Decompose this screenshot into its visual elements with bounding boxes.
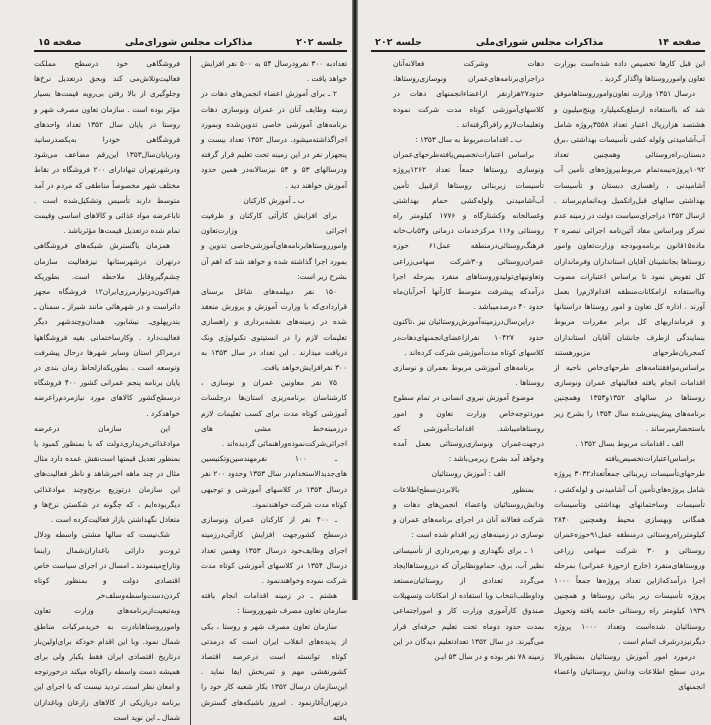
paragraph: برای افزایش کارآئی کارکنان و ظرفیت اجرائی وزارت‌تعاون وامورروستاهابرنامه‌های‌آموزشی‌خاصی تدوین و بمورد اجرا گذاشته شده و خواهد شد که اهم آن بشرح زیر است: [200,211,347,281]
paragraph: فروشگاهی خود درسطح مملکت فعالیت‌وتلاش‌می کند وبحق درتعدیل نرخ‌ها وجلوگیری از بالا رفتن بی‌رویه قیمت‌ها بسیار مؤثر بوده است . سازمان تعاون مصرف شهر و روستا در پایان سال ۱۳۵۲ تعداد واحدهای فروشگاهی خودرا به‌یکصدرسانید ودرپایان‌سال۱۳۵۳ این‌رقم مضاعف می‌شود ودرشهرتهران تنهادارای ۲۰۰ فروشگاه در نقاط مختلف شهر مخصوصاً مناطقی که مردم در آمد متوسط دارند تأسیس وتشکیل‌شده است . تاباعرضه مواد غذائی و کالاهای اساسی وقیمت تمام شده درتعدیل قیمت‌ها مؤثرباشد . [34,59,181,236]
paragraph: سازمان تعاون مصرف شهر و روستا ، یکی از پدیده‌های انقلاب ایران است که درمدتی کوتاه توانسته است درعرصه اقتصاد کشورنقشی مهم و ثمربخش ایفا نماید . این‌سازمان درسال ۱۳۵۲ بکار شعبه کار خود را درتهران‌آغازنمود . امروز باشبکه‌های گسترش یافته [200,621,348,722]
paragraph: ۲ ـ برای آموزش اعضاء انجمن‌های دهات در زمینه وظایف آنان در عمران ونوسازی دهات برنامه‌های آموزشی خاصی تدوین‌شده وبمورد اجراگذاشته‌میشود. درسال ۱۳۵۲ تعداد بیست و پنجهزار نفر در این زمینه تحت تعلیم قرار گرفته ودرسالهای ۵۳ و ۵۴ نیزسالانه‌در همین حدود آموزش خواهند دید . [200,89,348,190]
left-page-column-right [201,56,347,725]
paragraph: ـ ۱۰۰ نفرمهندسین‌وتکنیسین های‌جدیدالاستخدام‌در سال ۱۳۵۳ وحدود ۲۰۰ نفر درسال ۱۳۵۴ در کلاسهای آموزشی و توجیهی کوتاه مدت شرکت خواهندنمود. [200,454,347,509]
paragraph: ـ ۴۰۰ نفر از کارکنان عمران ونوسازی درسطح کشورجهت افزایش کارآئی‌درزمینه اجرای وظایف‌خود درسال ۱۳۵۳ وهمین تعداد درسال ۱۳۵۴ در کلاسهای آموزشی کوتاه مدت شرکت نموده وخواهندنمود . [200,515,347,585]
paragraph: این سازمان درعرضه موادغذائی‌خریداری‌دولت که با بمنظور کمبود یا بمنظور تعدیل قیمتها است‌نقش عمده دارد مثال مثال در چند ماهه اخیرشاهد و ناظر فعالیت‌های این سازمان درتوزیع برنج‌وچند موادغذائی دیگربوده‌ایم ، که چگونه در شکستن نرخ‌ها و متعادل نگهداشتن بازار فعالیت‌کرده است . [34,423,181,525]
paragraph: دهات وشرکت فعالانه‌آنان دراجرای‌برنامه‌های‌عمران ونوسازی‌روستاها، حدود۲۷هزارنفر ازاعضاءانجمنهای دهات در کلاسهای‌آموزشی کوتاه مدت شرکت نموده وتعلیمات‌لازم رافراگرفته‌اند . [393,59,544,129]
paragraph: درسال ۱۳۵۱ وزارت تعاون‌وامورروستاهاموفق شد که بااستفاده ازمبلغ‌یکمیلیارد وپنج‌میلیون و هشتصد هزارریال اعتبار تعداد ۳۵۵۸پروژه شامل آب‌آشامیدنی ولوله کشی تأسیسات بهداشتی ،برق دبستان،راه‌روستائی وهمچنین تعداد ۱۰۹۲پروژه‌نیمه‌تمام مربوط‌بپروژه‌های تأمین آب آشامیدنی ، راهسازی دبستان و تأسیسات بهداشتی سالهای قبل‌راتکمیل وبه‌اتمام‌برساند . ازسال ۱۳۵۲ دراجرای‌سیاست دولت در زمینه عدم تمرکز وبراساس مفاد آئین‌نامه اجرائی تبصره ۲ ماده۱۵قانون برنامه‌وبودجه وزارت‌تعاون وامور روستاها بجانشینان آقایان استانداران وفرمانداران کل تفویض نمود تا براساس اعتبارات مصوب وبااستفاده ازامکانات‌منطقه اقدام‌لازم‌را بعمل آورند . اداره کل تعاون و امور روستاها دراستانها و فرمانداریهای کل برابر مقررات مربوط بنمایندگی ازطرف جانشان آقایان استانداران کمجریان‌طرحهای مزبورهستند براساس‌موافقتنامه‌های طرحهای‌خاص ناحیه از اقدامات انجام یافته فعالیتهای عمران ونوسازی روستاها در سالهای ۱۳۵۲و۱۳۵۳ وهمچنین برنامه‌های پیش‌بینی‌شده سال ۱۳۵۴ را بشرح زیر باستحضار‌میرساند . [553,89,706,433]
right-page-column-right [554,56,705,695]
left-page-column-left [34,56,180,725]
paragraph: برنامه‌های آموزشی مربوط بعمران و نوسازی روستاها . [393,363,544,388]
section-heading: ب ـ اقدامات‌مربوط به سال ۱۳۵۳ : [415,135,522,145]
section-heading: الف ـ اقدامات مربوط بسال ۱۳۵۲ . [575,439,684,449]
page-number: صفحه ۱۵ [38,37,82,48]
right-page-header [371,36,705,52]
book-spine [352,0,358,600]
paragraph: دراین‌سال‌درزمینه‌آموزش‌روستائیان نیز ،تاکنون حدود ۱۰۴۲۷ نفرازاعضای‌انجمنهای‌دهات‌در کلاسهای کوتاه مدت‌آموزشی شرکت کرده‌اند . [393,317,544,357]
publication-title: مذاکرات مجلس شورای‌ملی [125,37,253,48]
paragraph: براساس اعتبارات‌تخصیص‌یافته‌طرحهای‌عمران ونوسازی روستاها جمعاً تعداد ۱۲۶۲پروژه تأسیسات زیربنائی روستاها ازقبیل تأمین آب‌آشامیدنی ولوله‌کشی حمام بهداشتی وغسالخانه وکشتارگاه و ۱۷۷۶ کیلومتر راه روستائی و۱۱۶ مرکزخدمات درمانی و۵۳باب‌خانه فرهنگ‌روستائی‌درمنطقه عمل۶۱ حوزه عمران‌روستائی و۳۰شرکت سهامی‌زراعی وتعاونیهای‌تولیدوروستاهای منفرد بمرحله اجرا درآمدکه پیشرفت متوسط کارآنها آخرآبان‌ماه حدود ۴۰ درصدمیباشد . [393,150,545,312]
paragraph: این قبل کارها تخصیص داده شده‌است بوزارت تعاون وامورروستاها واگذار گردید . [554,59,705,84]
section-heading: ب ـ آموزش کارکنان [243,195,305,205]
paragraph: تعدادبه ۳۰۰ نفرودرسال ۵۴ به ۵۰۰ نفر افزایش خواهد یافت . [200,59,348,84]
left-page-columns [34,56,347,725]
paragraph: بمنظور بالابردن‌سطح‌اطلاعات ودانش‌روستائیان واعضاء انجمن‌های دهات و شرکت فعالانه آنان در اجرای برنامه‌های عمران و نوسازی در زمینه‌های زیر اقدام شده است : [393,484,544,540]
paragraph: ۷۵ نفر معاونین عمران و نوسازی ، کارشناسان برنامه‌ریزی استان‌ها درجلسات آموزشی کوتاه مدت برای کسب تعلیمات لازم درزمینه‌خط مشی های اجرائی‌شرکت‌نموده‌وراهنمائی گردیده‌اند . [200,378,347,449]
left-page [0,0,355,722]
paragraph: ۱۵۰ نفر دیپلمه‌های شاغل برسنای قراردادی‌که با وزارت آموزش و پرورش منعقد شده در زمینه‌های نقشه‌برداری و راهسازی تعلیمات لازم را در انستیتوی تکنولوژی ونک دریافت میدارند . این تعداد در سال ۱۳۵۳ به ۳۰۰ نفرافزایش‌خواهد یافت. [200,287,347,373]
right-page-column-left [393,56,544,695]
paragraph: همزمان باگسترش شبکه‌های فروشگاهی درتهران درشهرستانها نیزفعالیت سازمان چشم‌گیروقابل ملاحظه است. بطوریکه هم‌اکنون‌درنوارمرزی‌ایران۱۲ فروشگاه مجهز دائراست و در شهرهائی مانند شیراز ـ سمنان ـ بندرپهلوی‌ـ نیشابورـ همدان‌وچندشهر دیگر فعالیت‌دارد . وکارساختمانی بقیه فروشگاهها درمراکز استان وسایر شهرها درحال پیشرفت وتوسعه است . بطوریکه‌ازلحاظ زمان بندی در پایان برنامه پنجم عمرانی کشور ۴۰۰ فروشگاه درسطح‌کشور کالاهای مورد نیازمردم‌راعرضه خواهدکرد . [34,241,181,418]
right-page [355,0,711,692]
section-heading: هشتم ـ در زمینه اقدامات انجام یافته سازمان تعاون مصرف شهروروستا : [200,591,347,616]
page-number: صفحه ۱۴ [657,37,701,48]
paragraph: ۱ ـ برای نگهداری و بهره‌برداری از تأسیساتی نظیر آب، برق، حمام‌ونظایر‌آن که درروستاهاایجاد می‌گردد تعدادی از روستائیان‌مستعد وداوطلب‌انتخاب وبا استفاده از امکانات وتسهیلات صندوق کارآموزی وزارت کار و اموراجتماعی بمدت حدود دوماه تحت تعلیم حرفه‌ای قرار می‌گیرند. در سال ۱۳۵۲ تعدادتعلیم دیدگان در این زمینه ۷۸ نفر بوده و در سال ۵۳ ایـن [393,545,545,661]
publication-title: مذاکرات مجلس شورای‌ملی [475,37,604,48]
session-number: جلسه ۲۰۲ [375,37,422,48]
column-divider [190,56,191,725]
right-page-columns [371,56,705,695]
session-number: جلسه ۲۰۲ [296,37,343,48]
paragraph: براساس‌اعتبارات‌تخصیص‌یافته طرحهای‌تأسیسات زیربنائی جمعاً‌تعداد۳۰۳۲ پروژه شامل پروژه‌های‌تأمین آب آشامیدنی و لوله‌کشی ، تأسیسات وساختمانهای بهداشتی وتأسیسات همگانی وبهسازی محیط وهمچنین ۲۸۴۰ کیلومترراه‌روستائی درمنطقه عمل۹۱حوزه‌عمران روستائی و ۳۰ شرکت سهامی زراعی وروستاهای‌منفرد (خارج ازحوزهٔ عمرانی) بمرحله اجرا درآمدکه‌ازاین تعداد پروژه‌ها جمعاً ۱۰۰۰ پروژه تأسیسات زیر بنائی روستاها و همچنین ۱۹۳۹ کیلومتر راه روستائی خاتمه یافته وتحویل روستائیان شده‌است وتعداد ۱۰۰۰ پروژه دیگرنیزدرشرف اتمام است . [554,454,705,646]
paragraph: شک‌نیست که سالها مشتی واسطه ودلال ثروت‌و دارائی باغداران‌شمال راینما وتاراج‌مینمودند ـ امسال در اجرای سیاست خاص اقتصادی دولت و بمنظور کوتاه کردن‌دست‌واسطه‌وسلف‌خر وبه‌تبعیت‌ازبرنامه‌های وزارت تعاون وامورروستاهابادرت به خریدمرکبات مناطق شمال نمود. وبا این اقدام خودکه برای‌اولین‌بار درتاریخ اقتصادی ایران فقط یکبار ولی برای همیشه دست واسطه راکوتاه میکند درخورتوجه و امعان نظر است‌ـ تردید نیست که با اجرای این برنامه دربازیکی از کالاهای زارعان وباغداران شمال ـ این نوید است [34,530,181,722]
left-page-header [34,36,347,52]
paragraph: موضوع آموزش نیروی انسانی در تمام سطوح موردتوجه‌خاص وزارت تعاون و امور روستاهامیباشد. اقدامات‌آموزشی که درجهت‌عمران ونوسازی‌روستائی بعمل آمده وخواهد آمد بشرح زیرمی‌باشد : [393,393,544,464]
section-heading: الف : آموزش روستائیان [431,469,506,479]
paragraph: درمورد امور آموزش روستائیان بمنظوربالا بردن سطح اطلاعات ودانش روستائیان واعضاء انجمنهای [554,651,705,692]
